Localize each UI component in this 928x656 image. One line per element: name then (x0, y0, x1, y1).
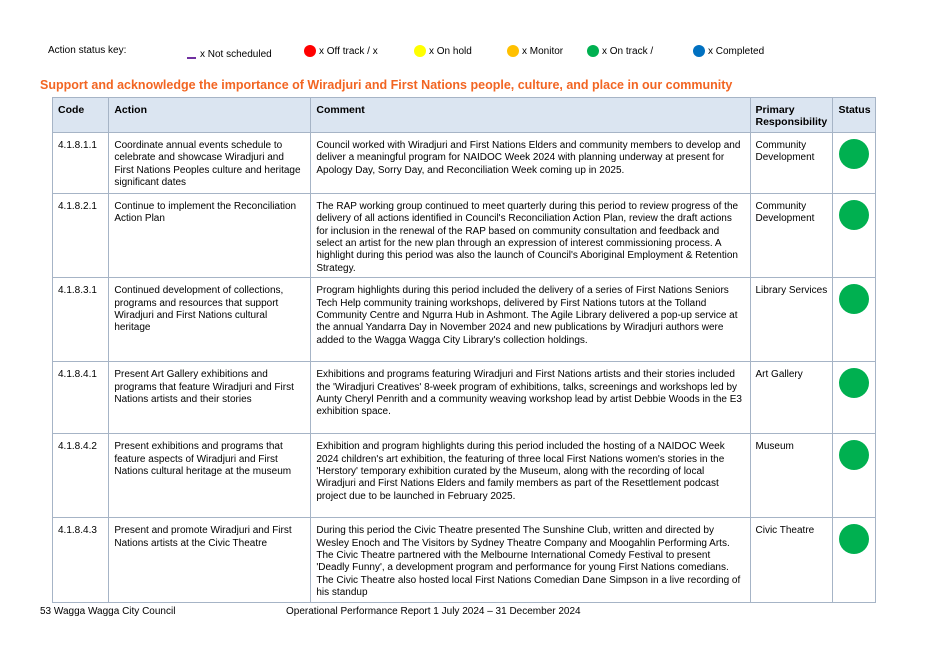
orange-dot-icon (507, 45, 519, 57)
blue-dot-icon (693, 45, 705, 57)
key-item-on-track: x On track / (587, 44, 653, 58)
footer-page-info: 53 Wagga Wagga City Council (40, 606, 176, 617)
row-comment: The RAP working group continued to meet quarterly during this period to review progress of the delivery of all actions identified in Council's Reconciliation Action Plan, review the draft actions for inclusion in the renewal of the RAP based on community consultation and feedback and select an artist for the new plan through an expression of interest commissioning process. A highlight during this period was also the launch of Council's Aboriginal Employment & Retention Strategy. (311, 193, 750, 277)
table-row (53, 132, 876, 193)
on-track-status-icon (839, 440, 869, 470)
row-responsibility: Community Development (750, 132, 833, 193)
row-responsibility: Civic Theatre (750, 518, 833, 602)
row-code: 4.1.8.4.3 (53, 518, 109, 602)
on-track-status-icon (839, 524, 869, 554)
row-comment: During this period the Civic Theatre presented The Sunshine Club, written and directed by Wesley Enoch and The Visitors by Sydney Theatre Company and Moogahlin Performing Arts. The Civic Theatre partnered with the Melbourne International Comedy Festival to present 'Deadly Funny', a development program and performance for young First Nations comedians. The Civic Theatre also hosted local First Nations Comedian Dane Simpson in a live recording of his standup (311, 518, 750, 602)
table-row (53, 278, 876, 362)
row-comment: Exhibitions and programs featuring Wiradjuri and First Nations artists and their stories included the 'Wiradjuri Creatives' 8-week program of exhibitions, talks, screenings and workshops led by Aunty Cheryl Penrith and a community weaving workshop lead by artist Debbie Woods in the E3 exhibition space. (311, 362, 750, 434)
row-status (833, 434, 876, 518)
row-status (833, 362, 876, 434)
table-row (53, 518, 876, 602)
row-code: 4.1.8.2.1 (53, 193, 109, 277)
table-row (53, 362, 876, 434)
actions-table (52, 97, 876, 603)
row-code: 4.1.8.1.1 (53, 132, 109, 193)
row-status (833, 132, 876, 193)
header-comment: Comment (311, 98, 750, 133)
key-item-off-track: x Off track / x (304, 44, 378, 58)
status-key (0, 44, 928, 60)
row-action: Continue to implement the Reconciliation Action Plan (109, 193, 311, 277)
key-item-on-hold: x On hold (414, 44, 472, 58)
key-item-monitor: x Monitor (507, 44, 563, 58)
table-row (53, 193, 876, 277)
row-status (833, 193, 876, 277)
row-comment: Exhibition and program highlights during this period included the hosting of a NAIDOC Week 2024 children's art exhibition, the featuring of three local First Nations women's stories in the 'Herstory' temporary exhibition curated by the Museum, along with the recording of local Wiradjuri and First Nations Elders and family members as part of the Resettlement podcast project due to be launched in February 2025. (311, 434, 750, 518)
not-scheduled-dash-icon (187, 57, 196, 59)
yellow-dot-icon (414, 45, 426, 57)
table-header-row (53, 98, 876, 133)
row-action: Present and promote Wiradjuri and First Nations artists at the Civic Theatre (109, 518, 311, 602)
row-responsibility: Library Services (750, 278, 833, 362)
table-row (53, 434, 876, 518)
header-code: Code (53, 98, 109, 133)
row-action: Continued development of collections, programs and resources that support Wiradjuri and First Nations cultural heritage (109, 278, 311, 362)
status-key-label: Action status key: (48, 45, 127, 56)
row-status (833, 278, 876, 362)
row-status (833, 518, 876, 602)
on-track-status-icon (839, 139, 869, 169)
row-responsibility: Museum (750, 434, 833, 518)
header-action: Action (109, 98, 311, 133)
green-dot-icon (587, 45, 599, 57)
header-status: Status (833, 98, 876, 133)
row-responsibility: Community Development (750, 193, 833, 277)
key-item-completed: x Completed (693, 44, 764, 58)
footer-report-title: Operational Performance Report 1 July 2024 – 31 December 2024 (286, 606, 581, 617)
row-action: Present exhibitions and programs that feature aspects of Wiradjuri and First Nations cultural heritage at the museum (109, 434, 311, 518)
row-code: 4.1.8.4.1 (53, 362, 109, 434)
row-comment: Council worked with Wiradjuri and First Nations Elders and community members to develop and deliver a meaningful program for NAIDOC Week 2024 with planning underway at present for Apology Day, Sorry Day, and Reconciliation Week coming up in 2025. (311, 132, 750, 193)
row-responsibility: Art Gallery (750, 362, 833, 434)
row-action: Coordinate annual events schedule to celebrate and showcase Wiradjuri and First Nations Peoples culture and heritage significant dates (109, 132, 311, 193)
row-code: 4.1.8.4.2 (53, 434, 109, 518)
row-comment: Program highlights during this period included the delivery of a series of First Nations Seniors Tech Help community training workshops, delivered by First Nations tutors at the Tolland Community Centre and Ngurra Hub in Ashmont. The Agile Library delivered a pop-up service at the annual Yandarra Day in November 2024 and new publications by Wiradjuri authors were added to the Wagga Wagga City Library's collection holdings. (311, 278, 750, 362)
key-item-not-scheduled: x Not scheduled (187, 47, 272, 61)
on-track-status-icon (839, 368, 869, 398)
header-responsibility: Primary Responsibility (750, 98, 833, 133)
row-action: Present Art Gallery exhibitions and programs that feature Wiradjuri and First Nations artists and their stories (109, 362, 311, 434)
row-code: 4.1.8.3.1 (53, 278, 109, 362)
section-title: Support and acknowledge the importance of Wiradjuri and First Nations people, culture, and place in our community (40, 78, 733, 92)
on-track-status-icon (839, 200, 869, 230)
red-dot-icon (304, 45, 316, 57)
on-track-status-icon (839, 284, 869, 314)
